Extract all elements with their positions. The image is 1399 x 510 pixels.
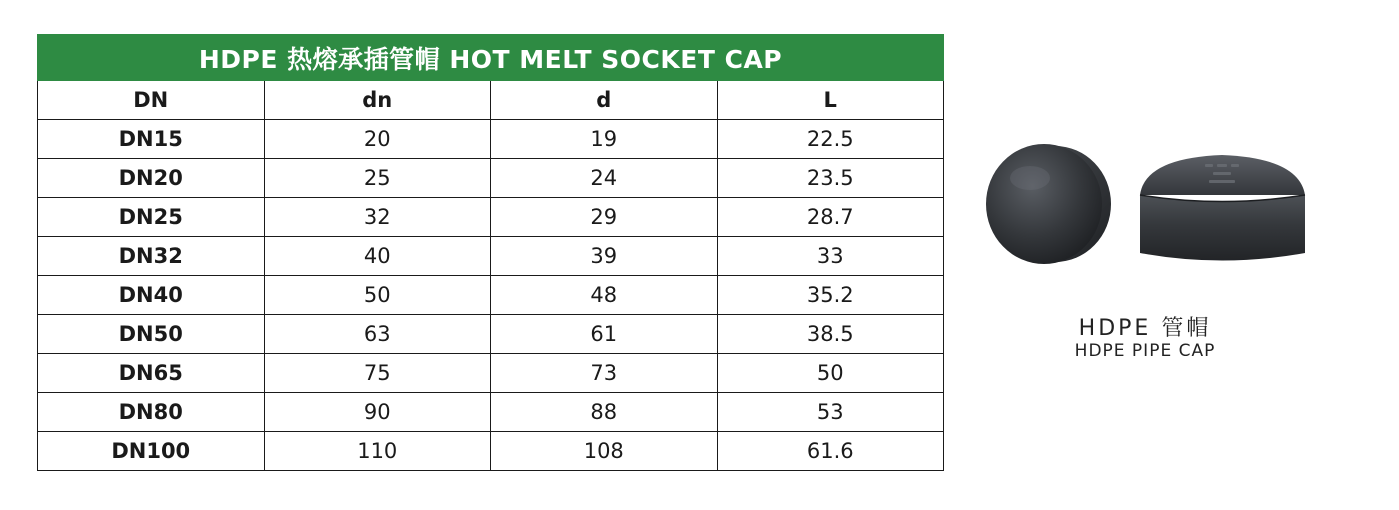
- table-row: [38, 315, 944, 354]
- value-cell: 61: [491, 315, 718, 354]
- value-cell: 73: [491, 354, 718, 393]
- dn-cell: DN80: [38, 393, 265, 432]
- dn-cell: DN50: [38, 315, 265, 354]
- value-cell: 63: [264, 315, 491, 354]
- value-cell: 108: [491, 432, 718, 471]
- header-l: L: [717, 81, 944, 120]
- dn-cell: DN100: [38, 432, 265, 471]
- value-cell: 25: [264, 159, 491, 198]
- value-cell: 32: [264, 198, 491, 237]
- table-row: [38, 198, 944, 237]
- header-row: [38, 81, 944, 120]
- header-d: d: [491, 81, 718, 120]
- value-cell: 22.5: [717, 120, 944, 159]
- table-row: [38, 237, 944, 276]
- value-cell: 61.6: [717, 432, 944, 471]
- dn-cell: DN65: [38, 354, 265, 393]
- value-cell: 75: [264, 354, 491, 393]
- value-cell: 38.5: [717, 315, 944, 354]
- value-cell: 53: [717, 393, 944, 432]
- value-cell: 20: [264, 120, 491, 159]
- table-row: [38, 159, 944, 198]
- table-row: [38, 276, 944, 315]
- table-title-row: [38, 35, 944, 81]
- dn-cell: DN40: [38, 276, 265, 315]
- header-dn-nominal: DN: [38, 81, 265, 120]
- table-body: [38, 120, 944, 471]
- value-cell: 39: [491, 237, 718, 276]
- dn-cell: DN15: [38, 120, 265, 159]
- table-row: [38, 120, 944, 159]
- dn-cell: DN25: [38, 198, 265, 237]
- product-image: [980, 140, 1310, 280]
- header-dn-outer: dn: [264, 81, 491, 120]
- table-row: [38, 393, 944, 432]
- value-cell: 48: [491, 276, 718, 315]
- table-title: HDPE 热熔承插管帽 HOT MELT SOCKET CAP: [38, 35, 944, 81]
- value-cell: 29: [491, 198, 718, 237]
- table-row: [38, 432, 944, 471]
- value-cell: 50: [264, 276, 491, 315]
- value-cell: 28.7: [717, 198, 944, 237]
- value-cell: 50: [717, 354, 944, 393]
- value-cell: 19: [491, 120, 718, 159]
- table-row: [38, 354, 944, 393]
- cap-side-view-image: [1135, 150, 1310, 270]
- dn-cell: DN32: [38, 237, 265, 276]
- value-cell: 40: [264, 237, 491, 276]
- value-cell: 24: [491, 159, 718, 198]
- value-cell: 23.5: [717, 159, 944, 198]
- value-cell: 35.2: [717, 276, 944, 315]
- value-cell: 88: [491, 393, 718, 432]
- value-cell: 33: [717, 237, 944, 276]
- value-cell: 110: [264, 432, 491, 471]
- value-cell: 90: [264, 393, 491, 432]
- dn-cell: DN20: [38, 159, 265, 198]
- cap-front-view-image: [980, 140, 1120, 270]
- product-caption-cn: HDPE 管帽: [1078, 316, 1212, 341]
- spec-table: [37, 34, 944, 471]
- product-caption-en: HDPE PIPE CAP: [1074, 341, 1216, 361]
